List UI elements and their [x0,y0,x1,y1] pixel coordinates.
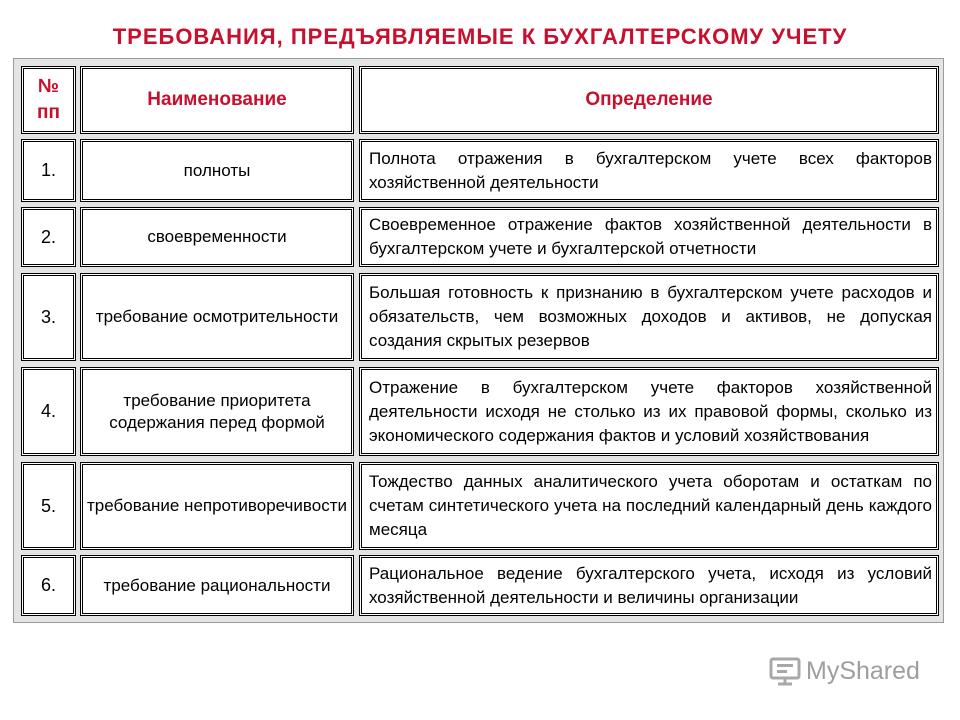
row-1-definition [359,139,939,202]
row-3-definition-text: Большая готовность к признанию в бухгалтерском учете расходов и обязательств, чем возможных доходов и активов, не допуская создания скрытых резервов [369,283,932,350]
row-5-number: 5. [21,462,76,550]
header-number-line2: пп [37,102,60,123]
row-2-definition [359,207,939,267]
page-title: ТРЕБОВАНИЯ, ПРЕДЪЯВЛЯЕМЫЕ К БУХГАЛТЕРСКОМУ УЧЕТУ [112,24,848,49]
myshared-watermark [768,656,920,686]
header-definition: Определение [359,66,939,134]
watermark-text: MyShared [806,656,920,685]
row-3-name: требование осмотрительности [80,273,354,361]
presentation-board-icon [768,656,802,686]
row-5-name: требование непротиворечивости [80,462,354,550]
row-3-number: 3. [21,273,76,361]
row-6-definition [359,555,939,616]
header-number-line1: № [37,76,60,97]
row-6-number: 6. [21,555,76,616]
row-4-number: 4. [21,367,76,456]
row-1-name: полноты [80,139,354,202]
row-4-definition-text: Отражение в бухгалтерском учете факторов хозяйственной деятельности исходя не столько из их правовой формы, сколько из экономического содержания фактов и условий хозяйствования [369,377,932,445]
row-5-definition-text: Тождество данных аналитического учета оборотам и остаткам по счетам синтетического учета на последний календарный день каждого месяца [369,472,932,539]
row-6-name: требование рациональности [80,555,354,616]
row-2-definition-text: Своевременное отражение фактов хозяйственной деятельности в бухгалтерском учете и бухгалтерской отчетности [369,215,932,258]
row-2-number: 2. [21,207,76,267]
row-1-number: 1. [21,139,76,202]
row-1-definition-text: Полнота отражения в бухгалтерском учете всех факторов хозяйственной деятельности [369,148,932,192]
header-number [21,66,76,134]
header-name: Наименование [80,66,354,134]
row-4-name: требование приоритета содержания перед формой [80,367,354,456]
row-2-name: своевременности [80,207,354,267]
row-4-definition [359,367,939,456]
row-6-definition-text: Рациональное ведение бухгалтерского учета, исходя из условий хозяйственной деятельности и величины организации [369,563,932,607]
row-5-definition [359,462,939,550]
row-3-definition [359,273,939,361]
